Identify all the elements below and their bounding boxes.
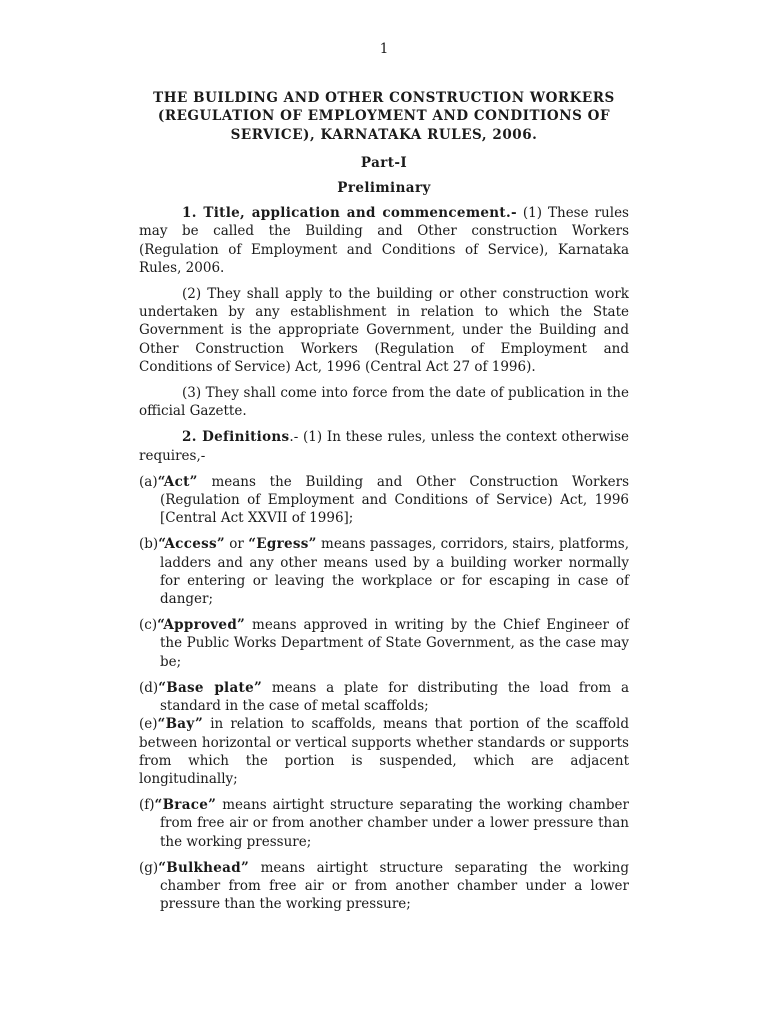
definition-marker: (d)	[139, 679, 159, 696]
rule-1-para-1	[139, 204, 629, 277]
definition-marker: (a)	[139, 473, 158, 490]
part-heading: Part-I	[360, 154, 408, 171]
definition-d	[139, 679, 629, 715]
definition-marker: (g)	[139, 859, 159, 876]
definition-marker: (b)	[139, 536, 159, 553]
definition-term: “Bulkhead”	[158, 859, 250, 876]
definition-term: “Egress”	[248, 536, 317, 553]
definition-term: “Bay”	[157, 716, 204, 733]
rule-1-para-3: (3) They shall come into force from the date of publication in the official Gazette.	[139, 385, 629, 420]
definition-g	[139, 859, 629, 914]
chapter-heading: Preliminary	[337, 180, 431, 197]
definition-c	[139, 616, 629, 671]
definition-text: means a plate for distributing the load from a standard in the case of metal scaffolds;	[160, 679, 629, 715]
rule-2-intro-text: .- (1) In these rules, unless the context otherwise requires,-	[139, 429, 629, 464]
definition-text: means airtight structure separating the working chamber from free air or from another chamber under a lower pressure than the working pressure;	[160, 797, 629, 850]
definition-text: means passages, corridors, stairs, platforms, ladders and any other means used by a building worker normally for entering or leaving the workplace or for escaping in case of danger;	[160, 536, 629, 608]
definition-marker: (e)	[139, 716, 158, 733]
document-title: THE BUILDING AND OTHER CONSTRUCTION WORKERS (REGULATION OF EMPLOYMENT AND CONDITIONS OF SERVICE), KARNATAKA RULES, 2006.	[153, 90, 615, 143]
page-number: 1	[379, 41, 389, 57]
definition-term: “Act”	[157, 473, 198, 490]
rule-2-intro	[139, 428, 629, 464]
definition-term: “Brace”	[154, 797, 217, 814]
definition-term: “Access”	[158, 536, 225, 553]
definition-term: “Approved”	[157, 617, 246, 634]
definition-marker: (f)	[139, 797, 155, 814]
definition-marker: (c)	[139, 617, 158, 634]
rule-1-heading: 1. Title, application and commencement.-	[182, 205, 517, 222]
definition-joiner: or	[224, 536, 249, 553]
definition-text: in relation to scaffolds, means that portion of the scaffold between horizontal or vertical supports whether standards or supports from which the portion is suspended, which are adjacent longitudinally;	[139, 716, 629, 787]
rule-2-heading: 2. Definitions	[182, 429, 290, 446]
definition-text: means the Building and Other Construction Workers (Regulation of Employment and Conditions of Service) Act, 1996 [Central Act XXVII of 1996];	[160, 473, 629, 527]
rule-1-para-2: (2) They shall apply to the building or other construction work undertaken by any establishment in relation to which the State Government is the appropriate Government, under the Building and Other Construction Workers (Regulation of Employment and Conditions of Service) Act, 1996 (Central Act 27 of 1996).	[139, 286, 629, 375]
definition-e	[139, 715, 629, 788]
definition-text: means airtight structure separating the working chamber from free air or from another chamber under a lower pressure than the working pressure;	[160, 859, 629, 913]
definition-a	[139, 473, 629, 528]
rule-1-para-1-text: (1) These rules may be called the Building and Other construction Workers (Regulation of Employment and Conditions of Service), Karnataka Rules, 2006.	[139, 205, 629, 276]
definition-b	[139, 535, 629, 608]
document-page	[139, 40, 629, 921]
definition-term: “Base plate”	[158, 679, 263, 696]
definition-text: means approved in writing by the Chief Engineer of the Public Works Department of State Government, as the case may be;	[160, 617, 629, 670]
definition-f	[139, 796, 629, 851]
